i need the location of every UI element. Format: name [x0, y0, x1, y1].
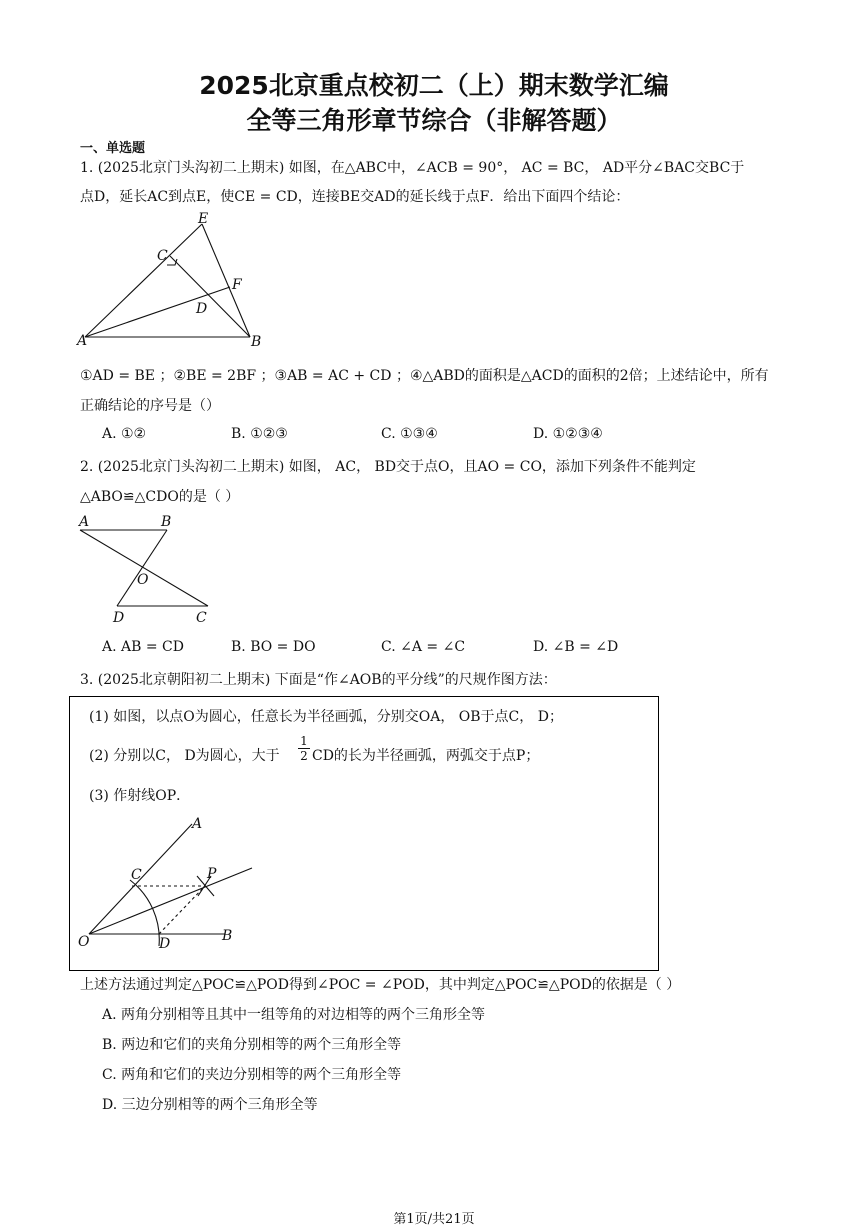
page-subtitle: 全等三角形章节综合（非解答题） [246, 106, 622, 135]
q1-label-c: C [157, 248, 168, 264]
q3-fraction-numerator: 1 [298, 734, 310, 749]
q1-segment-eb [202, 224, 250, 337]
q2-figure [75, 512, 225, 627]
q2-option-d[interactable]: D. ∠B = ∠D [533, 639, 619, 655]
q2-label-d: D [113, 610, 125, 626]
q1-segment-ae [85, 224, 202, 337]
q2-text-line2: △ABO≌△CDO的是（ ） [80, 489, 240, 505]
q1-segment-af [85, 287, 230, 337]
q3-label-b: B [222, 928, 233, 944]
q2-label-c: C [196, 610, 207, 626]
q3-label-a: A [192, 816, 203, 832]
q3-fraction-denominator: 2 [300, 749, 308, 763]
q2-option-c[interactable]: C. ∠A = ∠C [381, 639, 466, 655]
q2-text-line1: 2. (2025北京门头沟初二上期末) 如图， AC， BD交于点O，且AO = CO，添加下列条件不能判定 [80, 459, 696, 475]
q3-option-d[interactable]: D. 三边分别相等的两个三角形全等 [102, 1097, 318, 1113]
q2-label-b: B [161, 514, 172, 530]
q2-option-b[interactable]: B. BO = DO [231, 639, 316, 655]
q1-text-line4: 正确结论的序号是（） [80, 398, 220, 414]
q1-segment-cb [170, 256, 250, 337]
q3-label-o: O [78, 934, 90, 950]
q2-segment-ac [80, 530, 208, 606]
q1-option-a[interactable]: A. ①② [102, 426, 147, 442]
q3-label-c: C [131, 867, 142, 883]
q3-option-b[interactable]: B. 两边和它们的夹角分别相等的两个三角形全等 [102, 1037, 402, 1053]
q3-label-d: D [159, 936, 171, 952]
q3-figure [75, 810, 265, 955]
q3-label-p: P [207, 866, 217, 882]
q3-arc-cd [130, 880, 159, 946]
q3-fraction [298, 734, 310, 764]
q3-step2-post: CD的长为半径画弧，两弧交于点P； [312, 748, 540, 764]
q3-ray-op [89, 868, 252, 934]
q3-step1: (1) 如图，以点O为圆心，任意长为半径画弧，分别交OA， OB于点C， D； [89, 709, 563, 725]
q1-label-d: D [196, 301, 208, 317]
q3-step2-pre: (2) 分别以C， D为圆心，大于 [89, 748, 280, 764]
q1-label-e: E [198, 212, 209, 227]
q1-text-line1: 1. (2025北京门头沟初二上期末) 如图，在△ABC中，∠ACB = 90°， AC = BC， AD平分∠BAC交BC于 [80, 160, 745, 176]
q3-option-c[interactable]: C. 两角和它们的夹边分别相等的两个三角形全等 [102, 1067, 402, 1083]
q1-text-line2: 点D，延长AC到点E，使CE = CD，连接BE交AD的延长线于点F．给出下面四个结论： [80, 189, 630, 205]
page-footer: 第1页/共21页 [393, 1212, 475, 1227]
section-heading: 一、单选题 [80, 141, 146, 156]
q3-option-a[interactable]: A. 两角分别相等且其中一组等角的对边相等的两个三角形全等 [102, 1007, 486, 1023]
q1-right-angle-mark [167, 259, 177, 265]
q1-option-c[interactable]: C. ①③④ [381, 426, 438, 442]
q3-conclusion: 上述方法通过判定△POC≌△POD得到∠POC = ∠POD，其中判定△POC≌△POD的依据是（ ） [80, 977, 681, 993]
q1-label-a: A [77, 333, 88, 349]
q3-text-line1: 3. (2025北京朝阳初二上期末) 下面是“作∠AOB的平分线”的尺规作图方法： [80, 672, 557, 688]
q1-label-f: F [232, 277, 242, 293]
q1-figure [75, 212, 275, 352]
q1-label-b: B [251, 334, 262, 350]
q2-label-o: O [137, 572, 149, 588]
q1-text-line3: ①AD = BE ；②BE = 2BF ；③AB = AC + CD ；④△ABD的面积是△ACD的面积的2倍；上述结论中，所有 [80, 368, 769, 384]
q1-option-b[interactable]: B. ①②③ [231, 426, 288, 442]
q3-dashed-dp [159, 886, 205, 934]
q3-step3: (3) 作射线OP． [89, 788, 191, 804]
q2-segment-bd [117, 530, 167, 606]
q2-label-a: A [79, 514, 90, 530]
q1-option-d[interactable]: D. ①②③④ [533, 426, 603, 442]
page-title: 2025北京重点校初二（上）期末数学汇编 [199, 71, 669, 100]
q2-option-a[interactable]: A. AB = CD [102, 639, 184, 655]
